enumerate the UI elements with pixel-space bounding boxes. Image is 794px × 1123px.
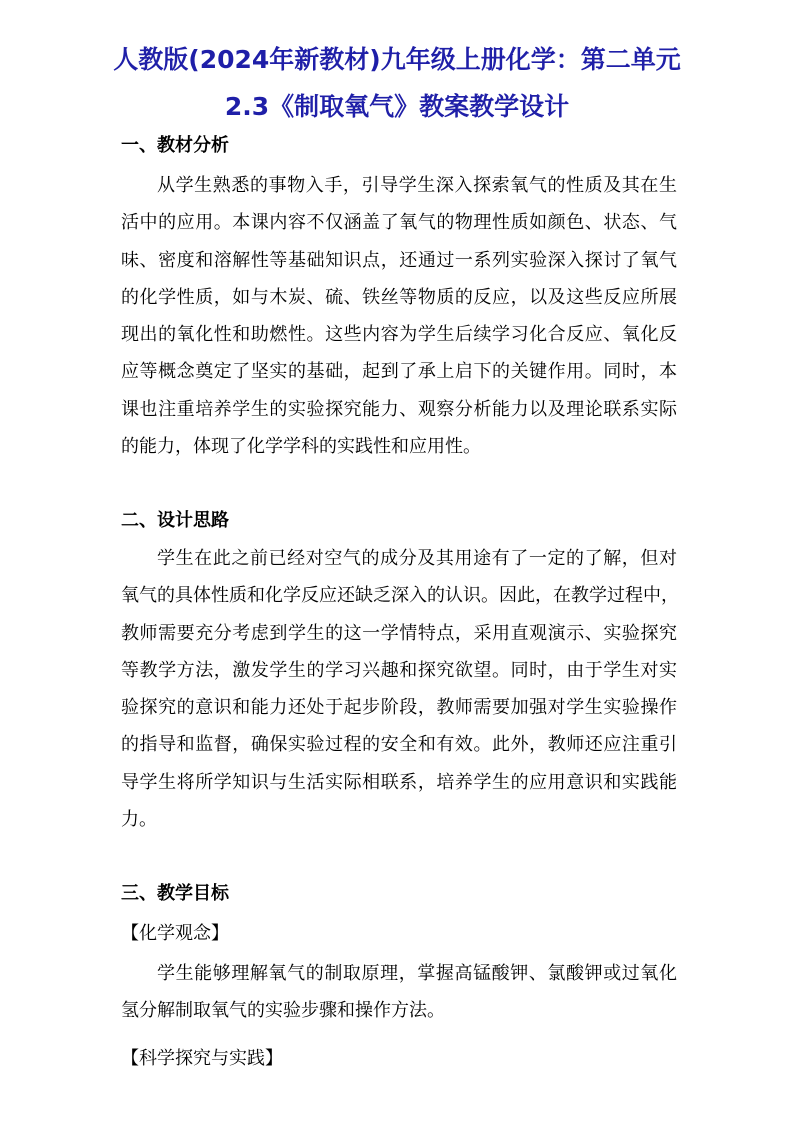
document-title-line1: 人教版(2024年新教材)九年级上册化学：第二单元 xyxy=(113,45,681,74)
paragraph-line: 活中的应用。本课内容不仅涵盖了氧气的物理性质如颜色、状态、气 xyxy=(121,212,677,234)
paragraph-line: 的能力，体现了化学学科的实践性和应用性。 xyxy=(121,436,481,458)
paragraph-textbook-analysis xyxy=(121,167,677,465)
paragraph-line: 从学生熟悉的事物入手，引导学生深入探索氧气的性质及其在生 xyxy=(157,175,677,196)
paragraph-line: 教师需要充分考虑到学生的这一学情特点，采用直观演示、实验探究 xyxy=(121,622,677,644)
section-heading-textbook-analysis: 一、教材分析 xyxy=(121,135,229,156)
subheading-scientific-inquiry: 【科学探究与实践】 xyxy=(121,1048,283,1069)
paragraph-line: 应等概念奠定了坚实的基础，起到了承上启下的关键作用。同时，本 xyxy=(121,361,677,383)
paragraph-line: 现出的氧化性和助燃性。这些内容为学生后续学习化合反应、氧化反 xyxy=(121,324,677,346)
paragraph-line: 力。 xyxy=(121,809,157,831)
paragraph-design-ideas xyxy=(121,540,677,838)
paragraph-line: 学生在此之前已经对空气的成分及其用途有了一定的了解，但对 xyxy=(157,548,677,569)
paragraph-line: 味、密度和溶解性等基础知识点，还通过一系列实验深入探讨了氧气 xyxy=(121,249,677,271)
paragraph-chemistry-concepts xyxy=(121,955,677,1030)
document-title-line2: 2.3《制取氧气》教案教学设计 xyxy=(224,92,570,121)
paragraph-line: 课也注重培养学生的实验探究能力、观察分析能力以及理论联系实际 xyxy=(121,398,677,420)
paragraph-line: 的指导和监督，确保实验过程的安全和有效。此外，教师还应注重引 xyxy=(121,734,677,756)
paragraph-line: 导学生将所学知识与生活实际相联系，培养学生的应用意识和实践能 xyxy=(121,771,677,793)
subheading-chemistry-concepts: 【化学观念】 xyxy=(121,923,229,944)
paragraph-line: 等教学方法，激发学生的学习兴趣和探究欲望。同时，由于学生对实 xyxy=(121,659,677,681)
paragraph-line: 氧气的具体性质和化学反应还缺乏深入的认识。因此，在教学过程中， xyxy=(121,585,679,607)
paragraph-line: 的化学性质，如与木炭、硫、铁丝等物质的反应，以及这些反应所展 xyxy=(121,286,677,308)
paragraph-line: 验探究的意识和能力还处于起步阶段，教师需要加强对学生实验操作 xyxy=(121,697,677,719)
section-heading-teaching-objectives: 三、教学目标 xyxy=(121,883,229,904)
paragraph-line: 学生能够理解氧气的制取原理，掌握高锰酸钾、氯酸钾或过氧化 xyxy=(157,963,677,984)
section-heading-design-ideas: 二、设计思路 xyxy=(121,510,229,531)
paragraph-line: 氢分解制取氧气的实验步骤和操作方法。 xyxy=(121,1000,445,1022)
